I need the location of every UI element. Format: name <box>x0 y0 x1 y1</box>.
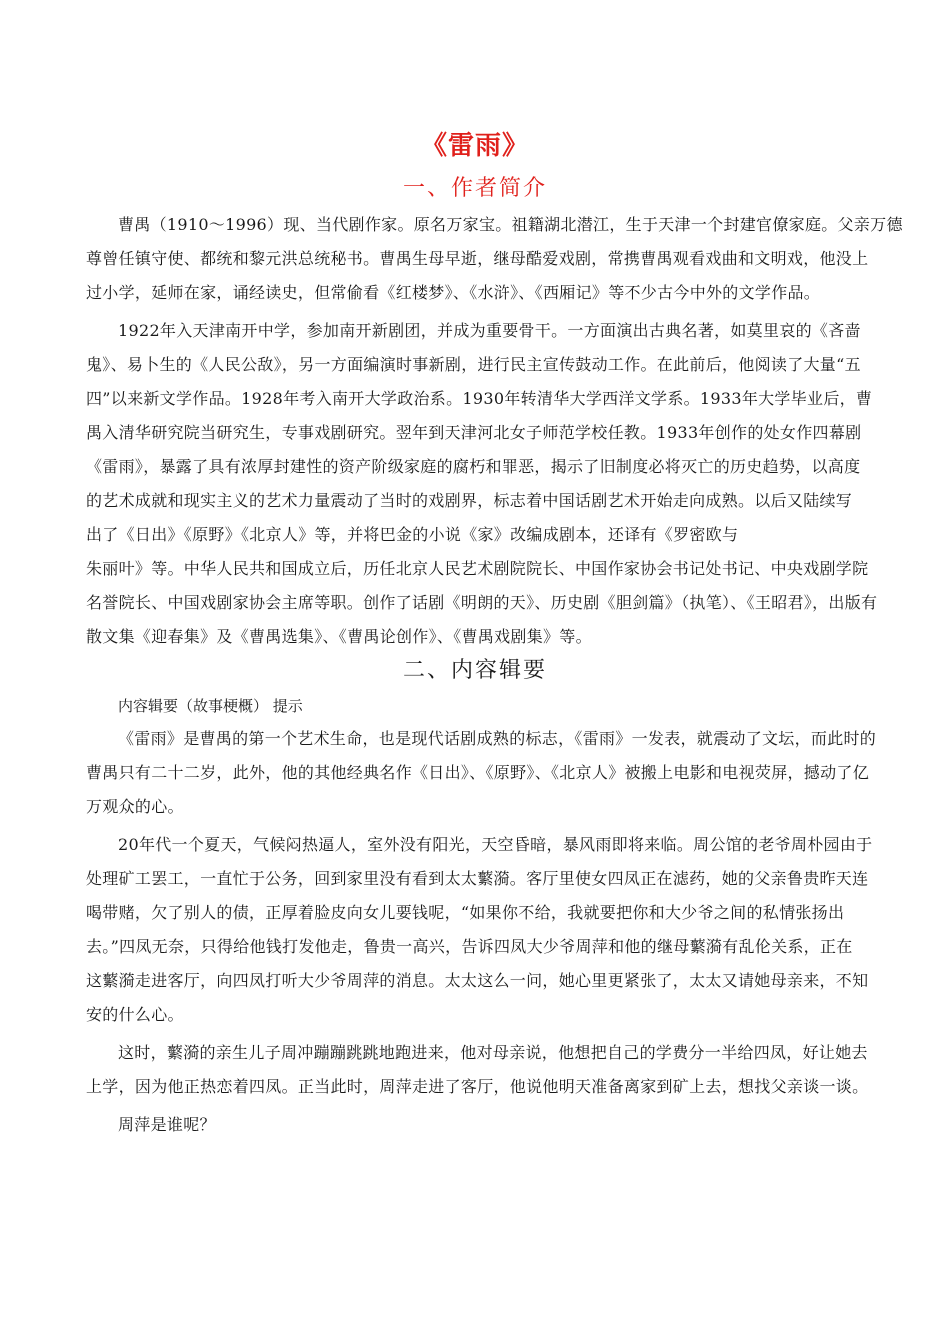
paragraph-author-bio-1 <box>86 208 903 310</box>
text-line: 《雷雨》，暴露了具有浓厚封建性的资产阶级家庭的腐朽和罪恶，揭示了旧制度必将灭亡的历史趋势，以高度 <box>86 457 861 476</box>
paragraph-summary-1 <box>86 722 877 824</box>
text-line: 去。”四凤无奈，只得给他钱打发他走，鲁贵一高兴，告诉四凤大少爷周萍和他的继母蘩漪有乱伦关系，正在 <box>86 937 853 956</box>
text-line: 出了《日出》《原野》《北京人》等，并将巴金的小说《家》改编成剧本，还译有《罗密欧与 <box>86 525 739 544</box>
section-heading-summary: 二、内容辑要 <box>402 658 547 683</box>
text-line: 尊曾任镇守使、都统和黎元洪总统秘书。曹禺生母早逝，继母酷爱戏剧，常携曹禺观看戏曲和文明戏，他没上 <box>86 249 869 268</box>
text-line: 禺入清华研究院当研究生，专事戏剧研究。翌年到天津河北女子师范学校任教。1933年创作的处女作四幕剧 <box>86 423 862 442</box>
text-line: 曹禺只有二十二岁，此外，他的其他经典名作《日出》、《原野》、《北京人》被搬上电影和电视荧屏，撼动了亿 <box>86 763 870 782</box>
summary-label: 内容辑要（故事梗概） 提示 <box>118 697 303 715</box>
paragraph-summary-3 <box>86 1036 869 1104</box>
paragraph-summary-4 <box>86 1108 864 1142</box>
section-heading-author: 一、作者简介 <box>402 176 547 201</box>
text-line: 四”以来新文学作品。1928年考入南开大学政治系。1930年转清华大学西洋文学系。1933年大学毕业后，曹 <box>86 389 873 408</box>
text-line: 喝带赌，欠了别人的债，正厚着脸皮向女儿要钱呢，“如果你不给，我就要把你和大少爷之间的私情张扬出 <box>86 903 845 922</box>
text-line: 安的什么心。 <box>86 1005 184 1024</box>
text-line: 1922年入天津南开中学，参加南开新剧团，并成为重要骨干。一方面演出古典名著，如莫里哀的《吝啬 <box>118 321 861 340</box>
text-line: 名誉院长、中国戏剧家协会主席等职。创作了话剧《明朗的天》、历史剧《胆剑篇》（执笔）、《王昭君》，出版有 <box>86 593 878 612</box>
text-line: 这时，蘩漪的亲生儿子周冲蹦蹦跳跳地跑进来，他对母亲说，他想把自己的学费分一半给四凤，好让她去 <box>118 1043 868 1062</box>
document-page <box>86 126 903 1142</box>
text-line: 20年代一个夏天，气候闷热逼人，室外没有阳光，天空昏暗，暴风雨即将来临。周公馆的老爷周朴园由于 <box>118 835 873 854</box>
paragraph-summary-2 <box>86 828 873 1032</box>
text-line: 这蘩漪走进客厅，向四凤打听大少爷周萍的消息。太太这么一问，她心里更紧张了，太太又请她母亲来，不知 <box>86 971 869 990</box>
paragraph-author-bio-2 <box>86 314 878 654</box>
text-line: 处理矿工罢工，一直忙于公务，回到家里没有看到太太蘩漪。客厅里使女四凤正在滤药，她的父亲鲁贵昨天连 <box>86 869 869 888</box>
text-line: 过小学，延师在家，诵经读史，但常偷看《红楼梦》、《水浒》、《西厢记》等不少古今中外的文学作品。 <box>86 283 821 302</box>
text-line: 朱丽叶》等。中华人民共和国成立后，历任北京人民艺术剧院院长、中国作家协会书记处书记、中央戏剧学院 <box>86 559 869 578</box>
text-line: 散文集《迎春集》及《曹禺选集》、《曹禺论创作》、《曹禺戏剧集》等。 <box>86 627 592 646</box>
text-line: 《雷雨》是曹禺的第一个艺术生命，也是现代话剧成熟的标志，《雷雨》一发表，就震动了文坛，而此时的 <box>118 729 877 748</box>
text-line: 曹禺（1910～1996）现、当代剧作家。原名万家宝。祖籍湖北潜江，生于天津一个封建官僚家庭。父亲万德 <box>118 215 903 234</box>
text-line: 周萍是谁呢？ <box>118 1115 216 1134</box>
text-line: 上学，因为他正热恋着四凤。正当此时，周萍走进了客厅，他说他明天准备离家到矿上去，想找父亲谈一谈。 <box>86 1077 869 1096</box>
text-line: 万观众的心。 <box>86 797 184 816</box>
text-line: 的艺术成就和现实主义的艺术力量震动了当时的戏剧界，标志着中国话剧艺术开始走向成熟。以后又陆续写 <box>86 491 853 510</box>
text-line: 鬼》、易卜生的《人民公敌》，另一方面编演时事新剧，进行民主宣传鼓动工作。在此前后，他阅读了大量“五 <box>86 355 861 374</box>
document-title: 《雷雨》 <box>420 131 529 161</box>
